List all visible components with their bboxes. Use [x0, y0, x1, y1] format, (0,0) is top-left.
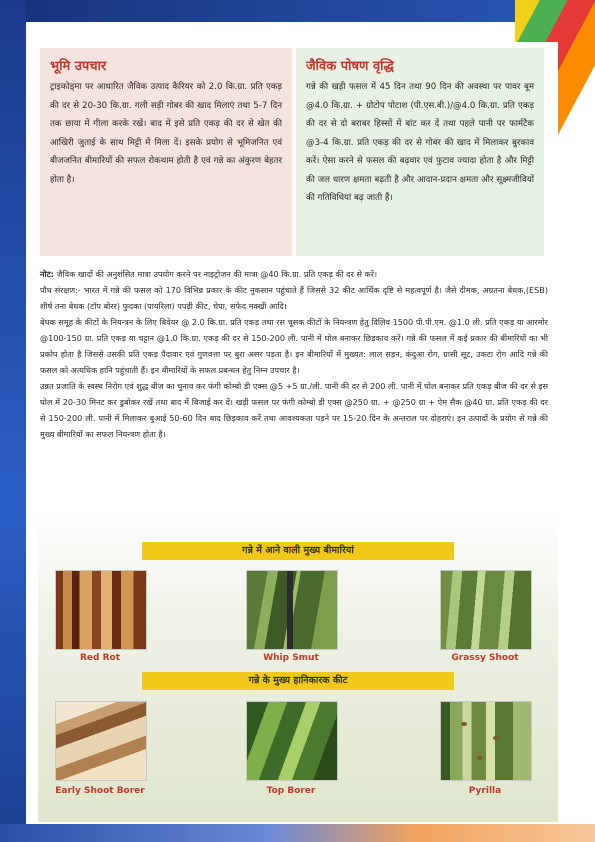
whip-smut-photo	[246, 570, 338, 650]
early-shoot-borer-caption: Early Shoot Borer	[55, 786, 145, 796]
pest-control-paragraph: बेधक समूह के कीटों के नियन्त्रन के लिए बिवेयर @ 2.0 कि.ग्रा. प्रति एकड़ तथा रस चूसक कीटों के नियन्त्रण हेतु विलिव 1500 पी.पी.एम. @1.0 ली. प्रति एकड़ या आरमोर @100-150 ग्रा. प्रति एकड़ या चट्टान @1.0 कि.ग्रा. एकड़ की दर से 150-200 ली. पानी में घोल बनाकर छिड़काव करें। गन्ने की फसल में कई प्रकार की बीमारियों का भी प्रकोप होता है जिससे उसकी प्रति एकड़ पैदावार एवं गुणवत्ता पर बुरा असर पड़ता है। इन बीमारियों में मुख्यत: लाल सड़न, कंदुआ रोग, ग्रासी सूट, उकटा रोग आदि गन्ने की फसल को अत्यधिक हानि पहुंचाती हैं। इन बीमारियों के सफल प्रबन्धन हेतु निम्न उपचार है।	[40, 317, 548, 375]
nutrition-text: गन्ने की खड़ी फसल में 45 दिन तथा 90 दिन की अवस्था पर पावर बूम @4.0 कि.ग्रा. + ग्रोटोप पोटाश (पी.एस.बी.)/@4.0 कि.ग्रा. प्रति एकड़ की दर से दो बराबर हिस्सों में बांट कर दें तथा पहले पानी पर फार्मटैक @3-4 कि.ग्रा. प्रति एकड़ की दर से गोबर की खाद में मिलाकर बुरकाव करें। ऐसा करने से फसल की बढ़वार एवं फुटाव ज्यादा होता है और मिट्टी की जल धारण क्षमता बढ़ती है और आदान-प्रदान क्षमता और सूक्ष्मजीवियों की गतिविधियां बढ़ जाती हैं।	[306, 82, 534, 203]
grassy-shoot-photo	[440, 570, 532, 650]
soil-treatment-card	[40, 48, 292, 256]
whip-smut-caption: Whip Smut	[263, 653, 319, 663]
diseases-heading: गन्ने में आने वाली मुख्य बीमारियां	[142, 542, 454, 560]
body-text	[40, 266, 548, 442]
left-border	[0, 0, 26, 842]
pyrilla-caption: Pyrilla	[468, 786, 502, 796]
nutrition-title: जैविक पोषण वृद्धि	[306, 59, 394, 74]
top-borer-caption: Top Borer	[266, 786, 316, 796]
note-label: नोट:	[40, 269, 54, 279]
note-paragraph	[40, 266, 548, 282]
note-text: जैविक खादों की अनुशंसित मात्रा उपयोग करने पर नाइट्रोजन की मात्रा @40 कि.ग्रा. प्रति एकड़ की दर से करें।	[53, 269, 378, 279]
soil-treatment-title: भूमि उपचार	[50, 59, 107, 74]
nutrition-card	[296, 48, 544, 256]
soil-treatment-text: ट्राइकोड्मा पर आधारित जैविक उत्पाद कैरियर को 2.0 कि.ग्रा. प्रति एकड़ की दर से 20-30 कि.ग्रा. गली सड़ी गोबर की खाद मिलाएं तथा 5-7 दिन तक छाया में गीला करके रखें। बाद में इसे प्रति एकड़ की दर से खेत की आखिरी जुताई के साथ मिट्टी में मिला दें। इसके प्रयोग से भूमिजनित एवं बीजजनित बीमारियों की सफल रोकथाम होती है एवं गन्ने का अंकुरण बेहतर होता है।	[50, 82, 282, 185]
plant-protection-paragraph: पौध संरक्षण:- भारत में गन्ने की फसल को 170 विभिन्न प्रकार के कीट नुकसान पहुंचाते हैं जिससे 32 कीट आर्थिक दृष्टि से महत्वपूर्ण है। जैसे दीमक, अग्रतना बेधक,(ESB) शीर्ष तना बेधक (टॉप बोरर) फुदका (पायरिला) पपड़ी कीट, चेपा, सफेद मक्खी आदि।	[40, 285, 548, 311]
top-border	[0, 0, 595, 22]
pyrilla-photo	[440, 701, 532, 781]
red-rot-caption: Red Rot	[79, 653, 121, 663]
disease-control-paragraph: उन्नत प्रजाति के स्वस्थ निरोग एवं शुद्ध बीज का चुनाव कर फंगी कोम्बो डी एक्स @5 +5 ग्रा./ली. पानी की दर से 200 ली. पानी में घोल बनाकर प्रति एकड़ बीज की दर से इस घोल में 20-30 मिनट कर डुबोकर रखें तथा बाद में बिजाई कर दें। खड़ी फसल पर फंगी कोम्बो डी एक्स @250 ग्रा. + @250 ग्रा + ऐम सैक @40 ग्रा. प्रति एकड़ की दर से 150-200 ली. पानी में मिलाकर बुआई 50-60 दिन बाद छिड़काव करें तथा आवश्यकता पड़ने पर 15-20 दिन के अन्तराल पर दोहराएं। इन उत्पादों के प्रयोग से गन्ने की मुख्य बीमारियों का सफल नियन्त्रण होता है।	[40, 381, 548, 439]
pests-heading: गन्ने के मुख्य हानिकारक कीट	[142, 672, 454, 690]
early-shoot-borer-photo	[55, 701, 147, 781]
bottom-border	[0, 824, 595, 842]
top-borer-photo	[246, 701, 338, 781]
grassy-shoot-caption: Grassy Shoot	[451, 653, 519, 663]
red-rot-photo	[55, 570, 147, 650]
